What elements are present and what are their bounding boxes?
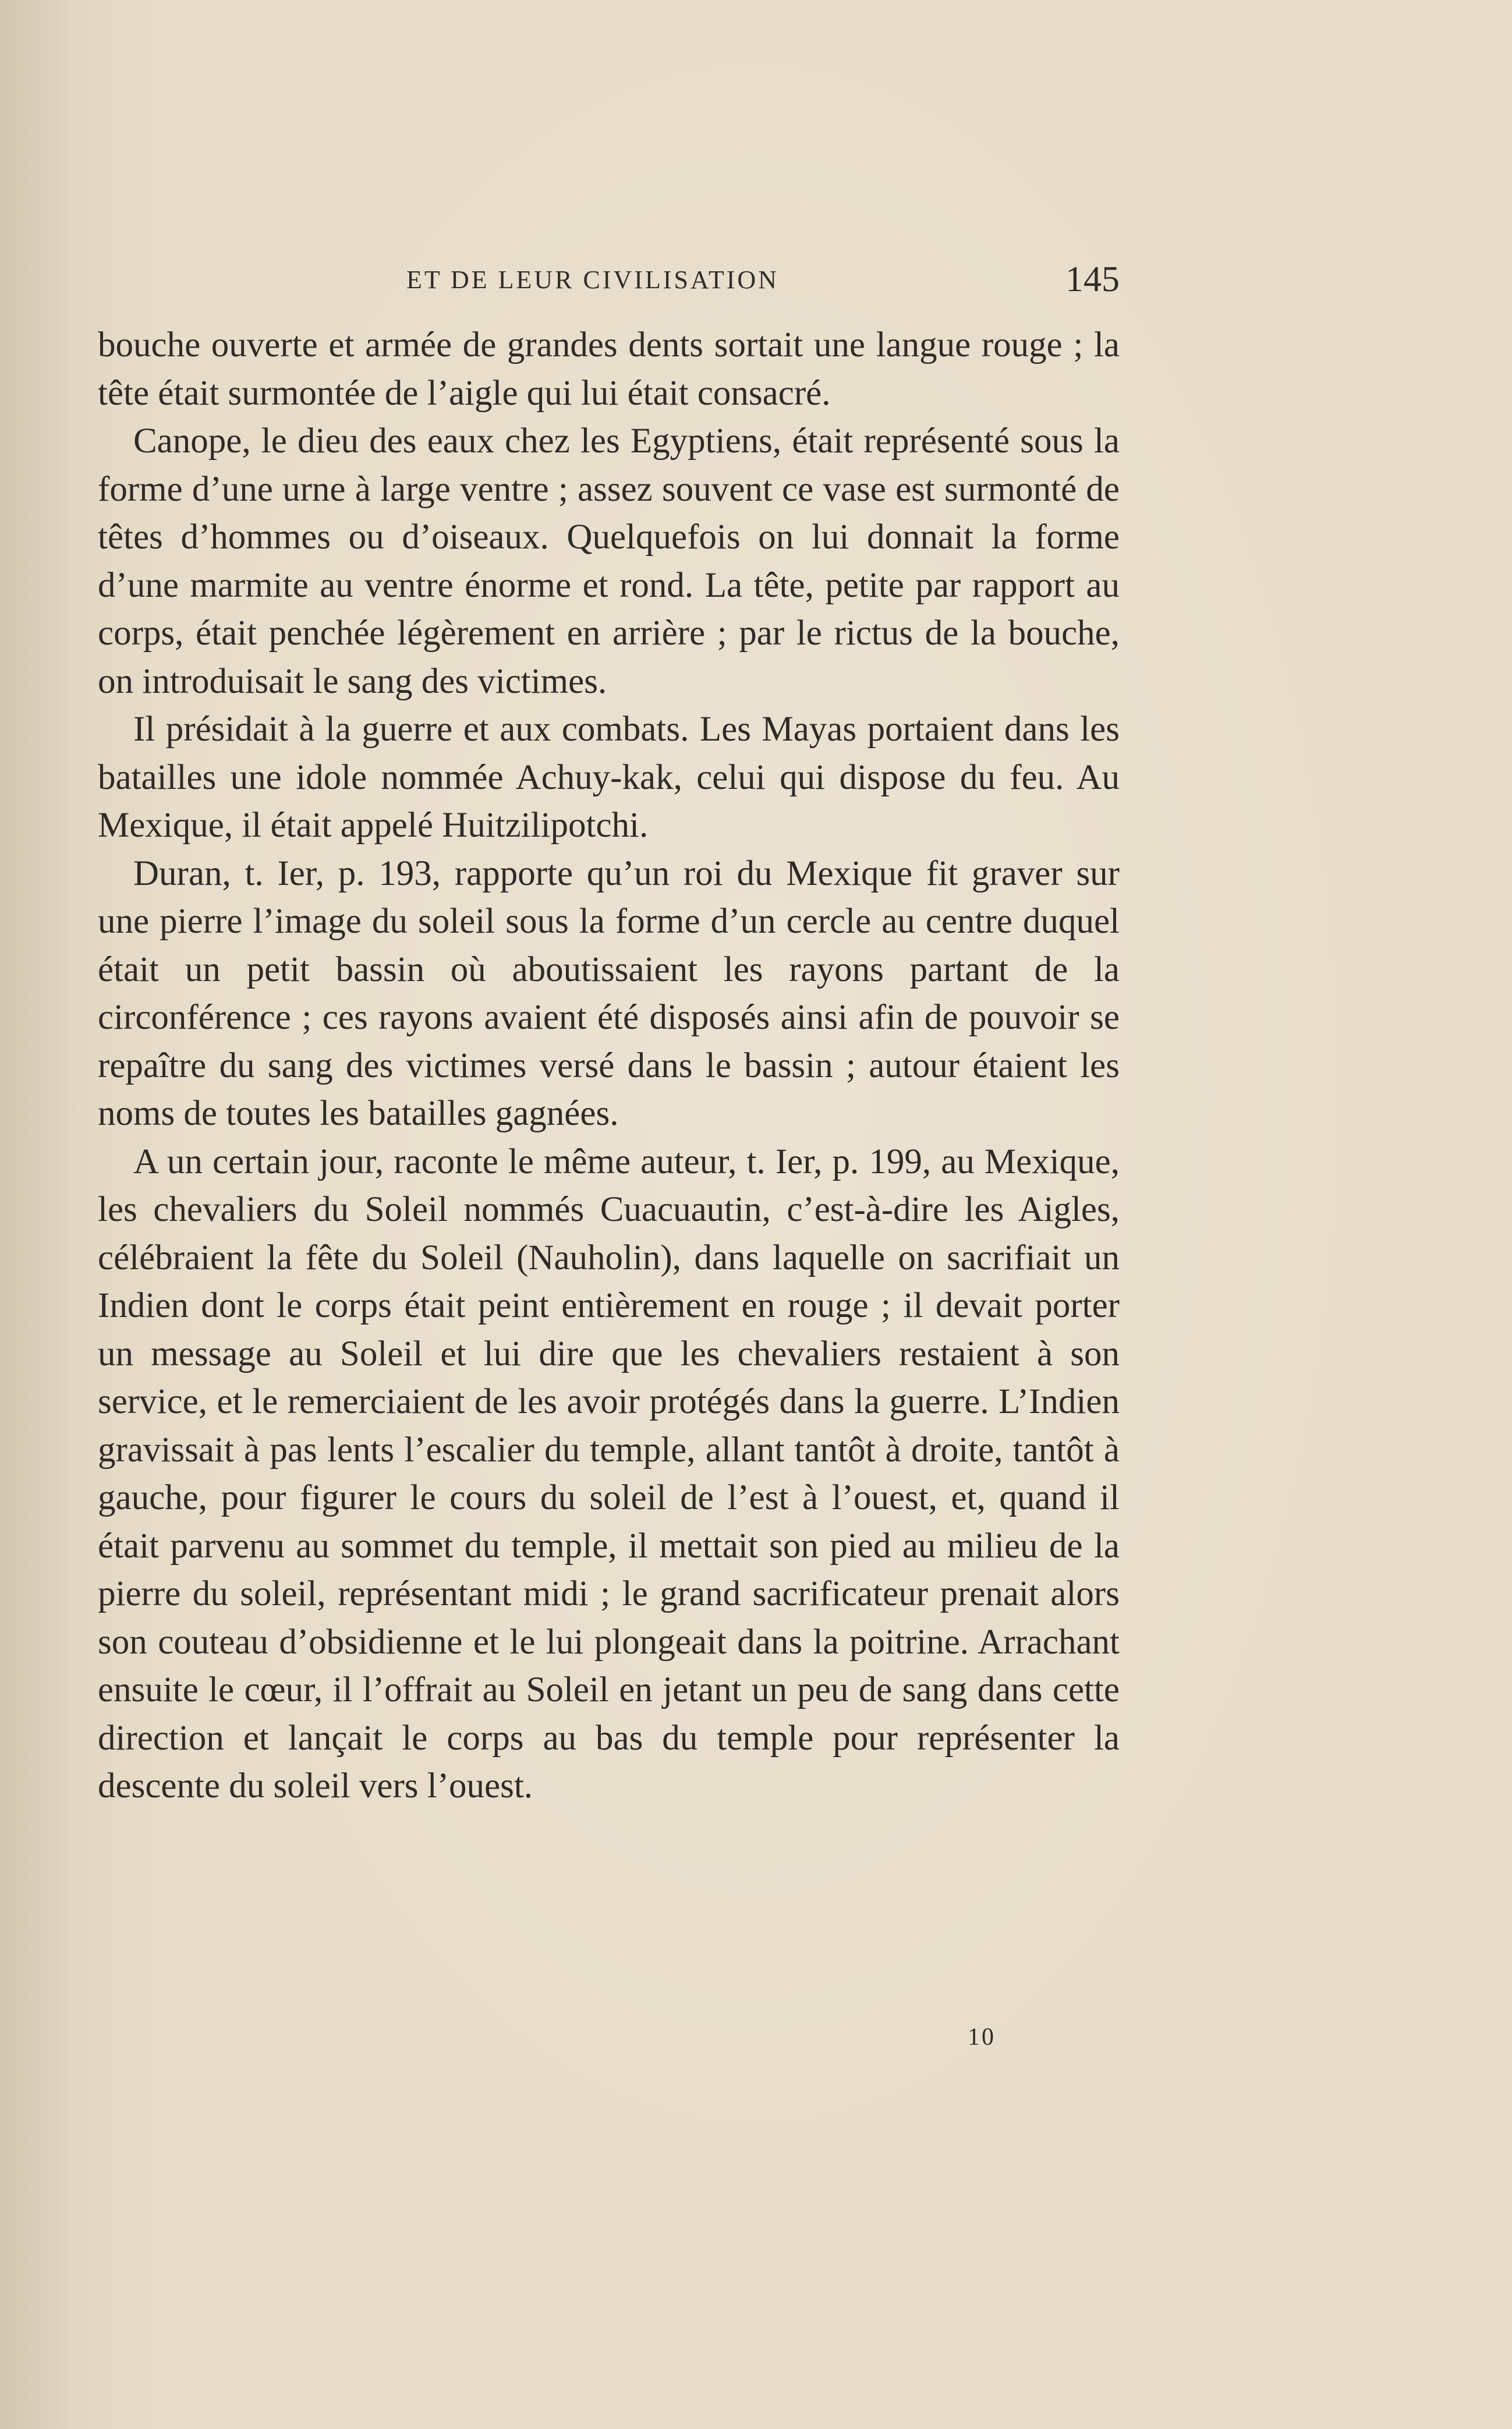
signature-mark: 10 bbox=[968, 2024, 996, 2051]
paragraph: Duran, t. Ier, p. 193, rapporte qu’un roi du Mexique fit graver sur une pierre l’image du soleil sous la forme d’un cercle au centre duquel était un petit bassin où aboutissaient les rayons partant de la circonférence ; ces rayons avaient été disposés ainsi afin de pouvoir se repaître du sang des victimes versé dans le bassin ; autour étaient les noms de toutes les batailles gagnées. bbox=[98, 854, 1120, 1133]
paragraph: bouche ouverte et armée de grandes dents sortait une langue rouge ; la tête était surmontée de l’aigle qui lui était consacré. bbox=[98, 325, 1120, 413]
running-head bbox=[98, 260, 1120, 300]
paragraph: A un certain jour, raconte le même auteur, t. Ier, p. 199, au Mexique, les chevaliers du Soleil nommés Cuacuautin, c’est-à-dire les Aigles, célébraient la fête du Soleil (Nauholin), dans laquelle on sacrifiait un Indien dont le corps était peint entièrement en rouge ; il devait porter un message au Soleil et lui dire que les chevaliers restaient à son service, et le remerciaient de les avoir protégés dans la guerre. L’Indien gravissait à pas lents l’escalier du temple, allant tantôt à droite, tantôt à gauche, pour figurer le cours du soleil de l’est à l’ouest, et, quand il était parvenu au sommet du temple, il mettait son pied au milieu de la pierre du soleil, représentant midi ; le grand sacrificateur prenait alors son couteau d’obsidienne et le lui plongeait dans la poitrine. Arrachant ensuite le cœur, il l’offrait au Soleil en jetant un peu de sang dans cette direction et lançait le corps au bas du temple pour représenter la descente du soleil vers l’ouest. bbox=[98, 1142, 1120, 1805]
body-text bbox=[98, 321, 1120, 1811]
running-title: ET DE LEUR CIVILISATION bbox=[406, 265, 779, 294]
paragraph: Canope, le dieu des eaux chez les Egyptiens, était représenté sous la forme d’une urne à large ventre ; assez souvent ce vase est surmonté de têtes d’hommes ou d’oiseaux. Quelquefois on lui donnait la forme d’une marmite au ventre énorme et rond. La tête, petite par rapport au corps, était penchée légèrement en arrière ; par le rictus de la bouche, on introduisait le sang des victimes. bbox=[98, 422, 1120, 701]
page-number: 145 bbox=[1065, 260, 1120, 299]
paragraph: Il présidait à la guerre et aux combats. Les Mayas portaient dans les batailles une idole nommée Achuy-kak, celui qui dispose du feu. Au Mexique, il était appelé Huitzilipotchi. bbox=[98, 710, 1120, 845]
